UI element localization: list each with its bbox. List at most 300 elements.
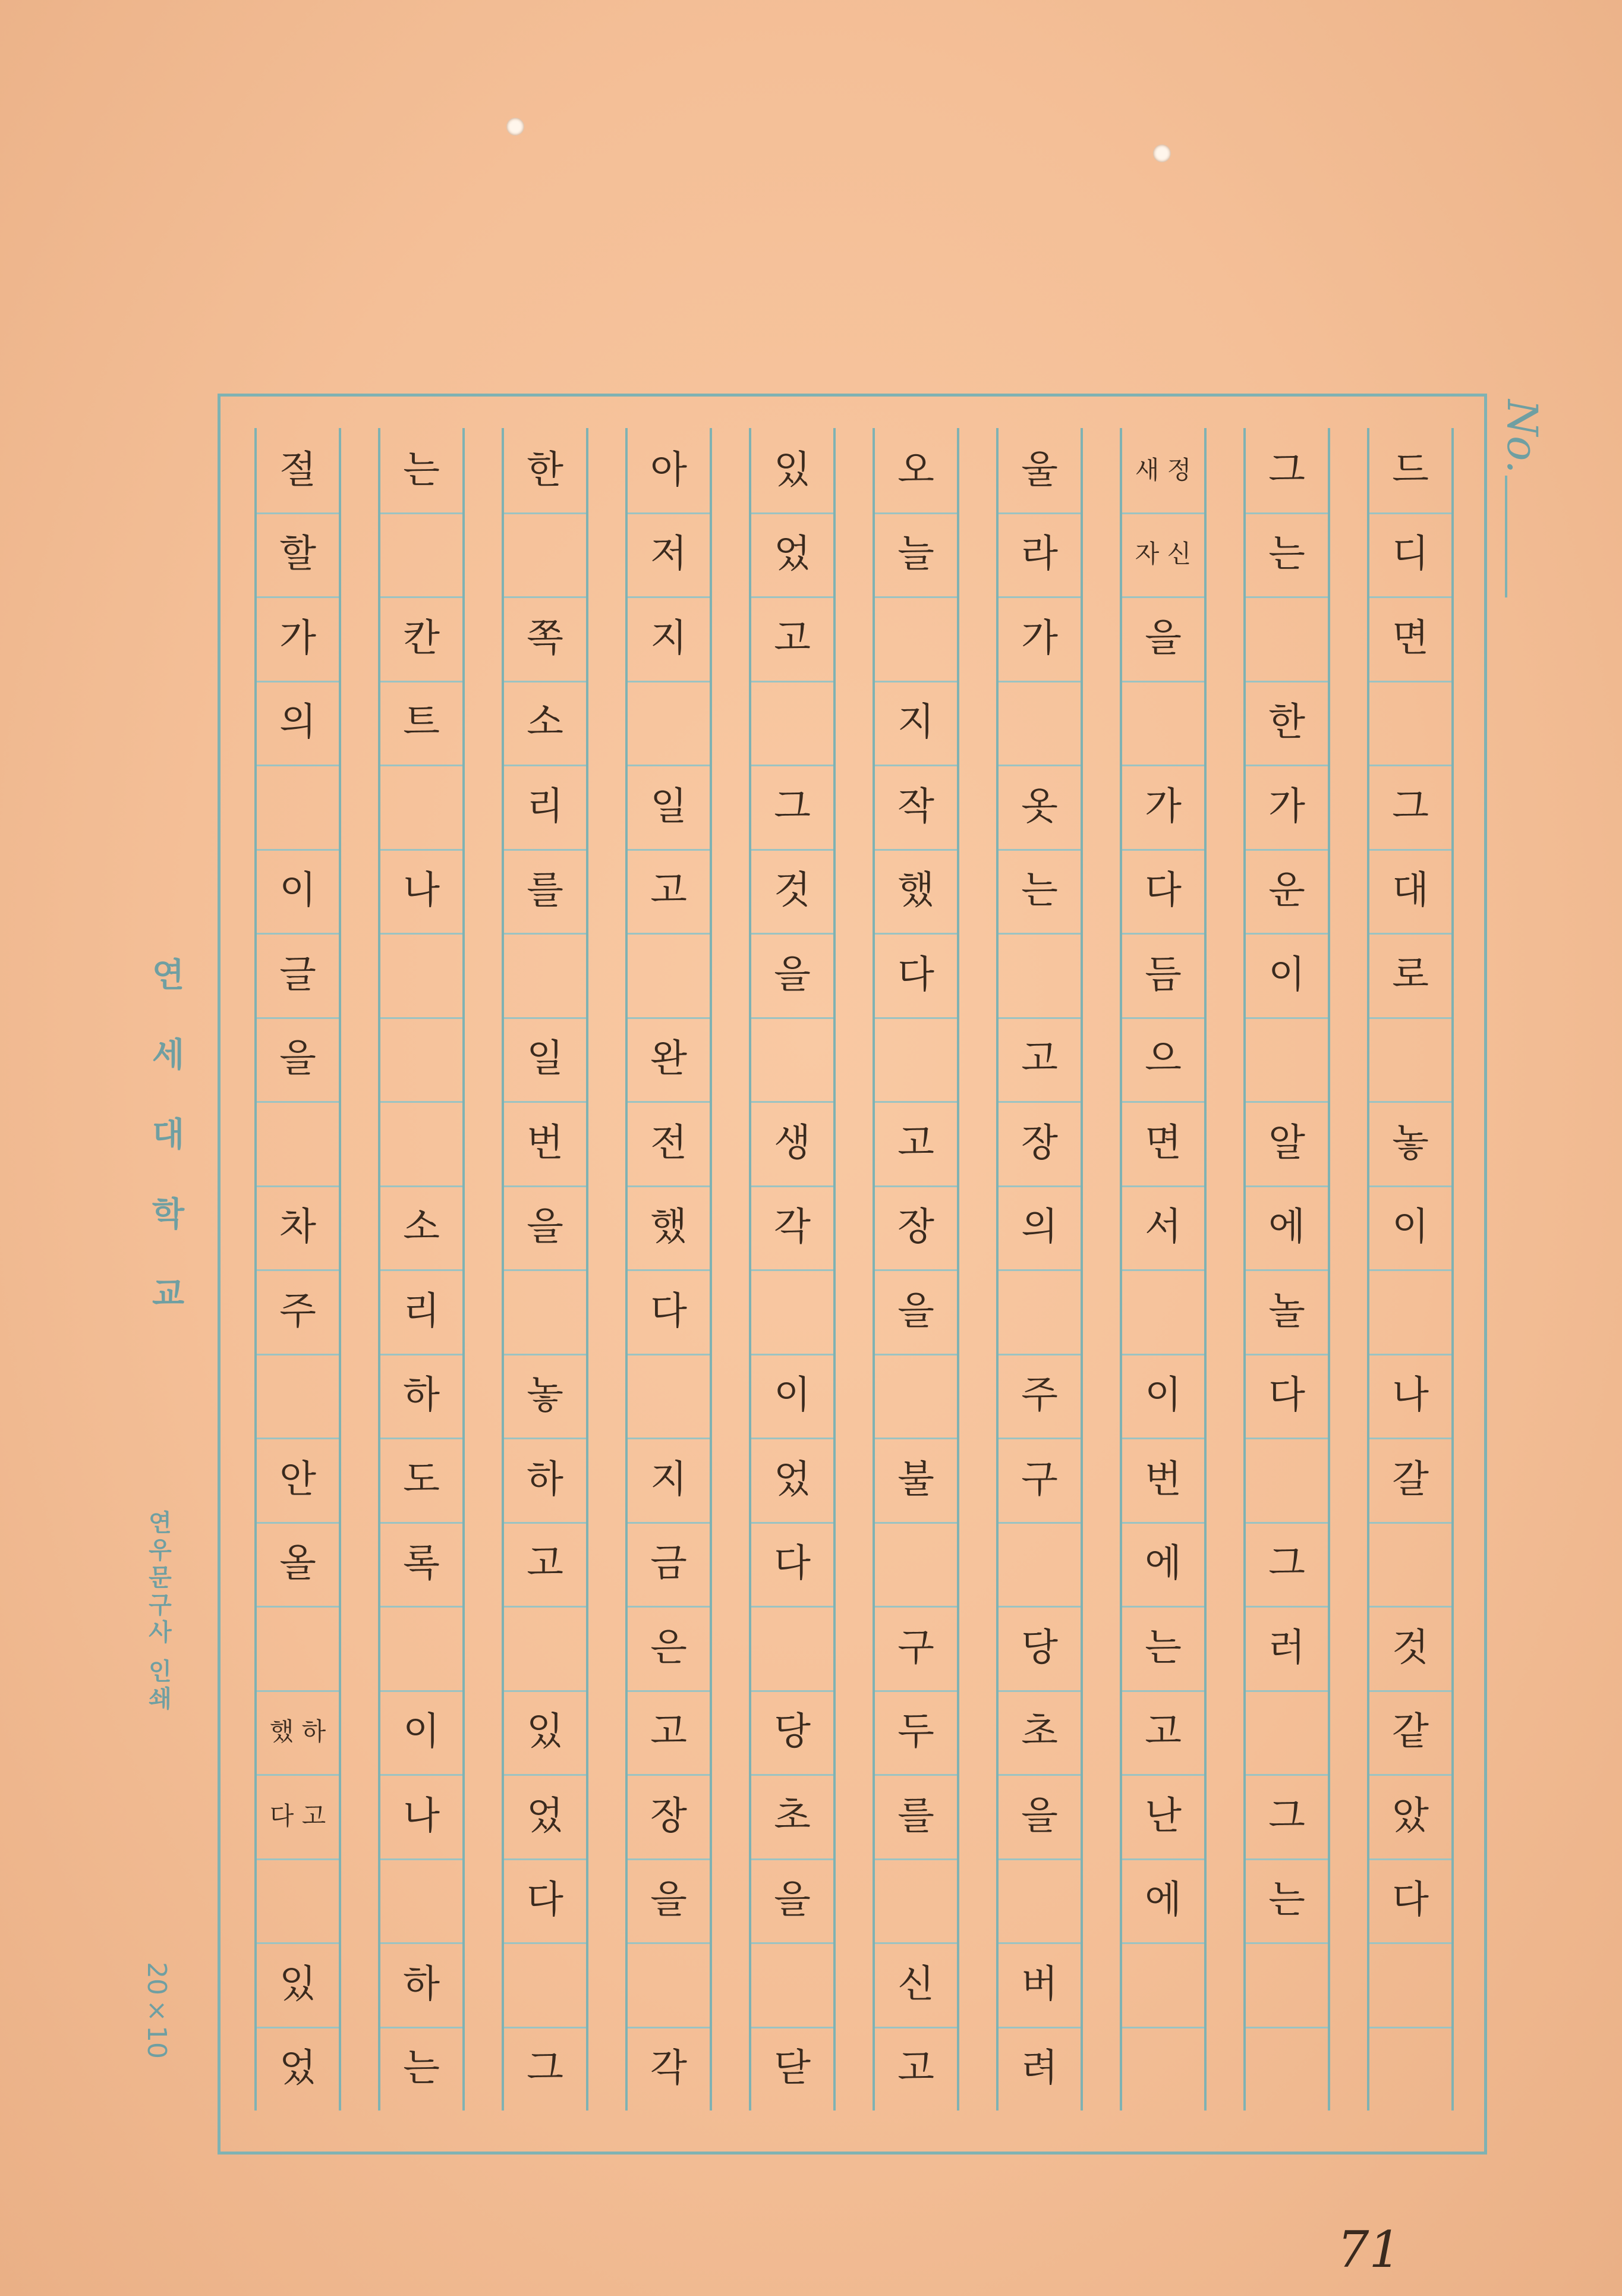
manuscript-character: 장 [650,1794,687,1838]
cell-divider [875,2027,957,2028]
manuscript-character: 려 [1021,2046,1058,2091]
manuscript-character: 다 [1392,1878,1429,1923]
manuscript-character: 두 [897,1710,934,1754]
cell-divider [1246,1606,1328,1608]
manuscript-column [378,428,465,2111]
cell-divider [380,1101,462,1103]
manuscript-character: 전 [650,1121,687,1165]
cell-divider [1369,1690,1451,1692]
cell-divider [257,765,339,766]
manuscript-character: 는 [1145,1625,1182,1670]
manuscript-character: 장 [1021,1121,1058,1165]
cell-divider [875,1269,957,1271]
cell-divider [1369,1774,1451,1776]
cell-divider [628,1774,710,1776]
cell-divider [999,1774,1081,1776]
manuscript-character: 다 [1268,1373,1305,1418]
manuscript-character: 었 [279,2046,316,2091]
cell-divider [875,1774,957,1776]
manuscript-character: 고 [1145,1710,1182,1754]
cell-divider [1246,1942,1328,1944]
cell-divider [257,1774,339,1776]
manuscript-character: 이 [279,869,316,913]
manuscript-character: 주 [279,1289,316,1333]
manuscript-character: 그 [1268,1542,1305,1586]
cell-divider [380,1606,462,1608]
manuscript-character: 다 [650,1289,687,1333]
cell-divider [875,1438,957,1439]
manuscript-character: 글 [279,952,316,997]
manuscript-character: 구 [1021,1457,1058,1502]
cell-divider [1122,596,1204,598]
manuscript-character: 오 [897,448,934,492]
cell-divider [380,681,462,682]
cell-divider [504,1858,586,1860]
manuscript-character: 번 [527,1121,563,1165]
cell-divider [875,1858,957,1860]
cell-divider [380,1438,462,1439]
cell-divider [875,1185,957,1187]
cell-divider [380,1185,462,1187]
manuscript-character: 고 [774,616,811,661]
manuscript-character: 를 [897,1794,934,1838]
cell-divider [999,1690,1081,1692]
cell-divider [380,512,462,514]
manuscript-character: 할 [279,532,316,577]
cell-divider [1246,1017,1328,1019]
cell-divider [1122,1101,1204,1103]
cell-divider [875,681,957,682]
cell-divider [504,765,586,766]
manuscript-column [873,428,959,2111]
cell-divider [380,1354,462,1355]
manuscript-column [625,428,712,2111]
cell-divider [751,765,833,766]
cell-divider [504,1522,586,1524]
cell-divider [875,933,957,935]
cell-divider [504,1606,586,1608]
manuscript-character: 를 [527,869,563,913]
manuscript-character: 드 [1392,448,1429,492]
cell-divider [257,1101,339,1103]
cell-divider [875,596,957,598]
cell-divider [1122,1269,1204,1271]
manuscript-character: 하 [527,1457,563,1502]
manuscript-character: 저 [650,532,687,577]
manuscript-character: 놓 [527,1373,563,1418]
cell-divider [628,1942,710,1944]
cell-divider [1246,1438,1328,1439]
manuscript-character: 을 [897,1289,934,1333]
paper-size: 20×10 [141,1962,172,2059]
manuscript-character: 있 [527,1710,563,1754]
cell-divider [257,1438,339,1439]
manuscript-character: 차 [279,1205,316,1250]
cell-divider [628,1858,710,1860]
cell-divider [257,1522,339,1524]
cell-divider [1369,933,1451,935]
manuscript-character: 다 고 [269,1801,326,1830]
manuscript-character: 지 [650,616,687,661]
cell-divider [257,849,339,851]
cell-divider [380,1774,462,1776]
manuscript-column [254,428,341,2111]
cell-divider [751,1858,833,1860]
cell-divider [380,765,462,766]
cell-divider [751,1522,833,1524]
manuscript-column [749,428,836,2111]
manuscript-character: 고 [897,2046,934,2091]
cell-divider [1246,1101,1328,1103]
cell-divider [1122,1017,1204,1019]
cell-divider [751,596,833,598]
manuscript-character: 일 [650,784,687,829]
manuscript-character: 도 [403,1457,440,1502]
cell-divider [1369,765,1451,766]
manuscript-character: 었 [774,532,811,577]
cell-divider [1122,1942,1204,1944]
manuscript-character: 작 [897,784,934,829]
manuscript-character: 고 [897,1121,934,1165]
manuscript-character: 하 [403,1373,440,1418]
cell-divider [751,1942,833,1944]
cell-divider [751,849,833,851]
cell-divider [1122,1606,1204,1608]
manuscript-character: 칸 [403,616,440,661]
manuscript-character: 이 [774,1373,811,1418]
manuscript-character: 듬 [1145,952,1182,997]
university-name: 연세대학교 [146,957,185,1355]
cell-divider [751,1690,833,1692]
cell-divider [999,1606,1081,1608]
manuscript-character: 을 [527,1205,563,1250]
cell-divider [999,2027,1081,2028]
cell-divider [999,1858,1081,1860]
manuscript-character: 는 [403,448,440,492]
manuscript-character: 주 [1021,1373,1058,1418]
manuscript-character: 알 [1268,1121,1305,1165]
cell-divider [999,1101,1081,1103]
manuscript-character: 이 [1268,952,1305,997]
manuscript-character: 완 [650,1037,687,1081]
cell-divider [1246,681,1328,682]
manuscript-character: 하 [403,1962,440,2006]
cell-divider [875,1522,957,1524]
manuscript-character: 러 [1268,1625,1305,1670]
manuscript-character: 자 신 [1135,539,1192,569]
manuscript-character: 다 [527,1878,563,1923]
cell-divider [504,1774,586,1776]
manuscript-character: 불 [897,1457,934,1502]
manuscript-character: 다 [897,952,934,997]
cell-divider [1246,1690,1328,1692]
cell-divider [1246,1354,1328,1355]
cell-divider [1122,849,1204,851]
cell-divider [504,1438,586,1439]
manuscript-character: 금 [650,1542,687,1586]
cell-divider [504,1690,586,1692]
cell-divider [1369,1438,1451,1439]
cell-divider [504,1017,586,1019]
manuscript-character: 이 [1392,1205,1429,1250]
cell-divider [504,1269,586,1271]
cell-divider [1369,1269,1451,1271]
manuscript-character: 을 [774,952,811,997]
manuscript-character: 라 [1021,532,1058,577]
cell-divider [875,1942,957,1944]
cell-divider [257,933,339,935]
cell-divider [257,1185,339,1187]
manuscript-character: 소 [403,1205,440,1250]
no-line [1505,476,1507,597]
cell-divider [1122,1858,1204,1860]
cell-divider [1369,596,1451,598]
manuscript-character: 올 [279,1542,316,1586]
cell-divider [1369,1017,1451,1019]
cell-divider [999,765,1081,766]
cell-divider [628,512,710,514]
manuscript-character: 했 하 [269,1717,326,1747]
manuscript-character: 을 [774,1878,811,1923]
manuscript-character: 으 [1145,1037,1182,1081]
manuscript-character: 난 [1145,1794,1182,1838]
manuscript-character: 는 [1268,1878,1305,1923]
cell-divider [1122,765,1204,766]
manuscript-character: 장 [897,1205,934,1250]
cell-divider [1122,2027,1204,2028]
cell-divider [999,1438,1081,1439]
cell-divider [380,1690,462,1692]
manuscript-character: 나 [403,869,440,913]
cell-divider [504,1101,586,1103]
cell-divider [875,1017,957,1019]
manuscript-character: 을 [279,1037,316,1081]
cell-divider [1122,1774,1204,1776]
manuscript-character: 했 [897,869,934,913]
binder-hole-left [506,118,524,136]
cell-divider [1369,2027,1451,2028]
manuscript-character: 갈 [1392,1457,1429,1502]
cell-divider [380,2027,462,2028]
cell-divider [999,1185,1081,1187]
manuscript-character: 가 [1145,784,1182,829]
manuscript-character: 놀 [1268,1289,1305,1333]
cell-divider [1122,512,1204,514]
manuscript-character: 당 [1021,1625,1058,1670]
cell-divider [1122,1522,1204,1524]
manuscript-character: 의 [279,700,316,745]
cell-divider [1369,512,1451,514]
manuscript-character: 의 [1021,1205,1058,1250]
manuscript-character: 늘 [897,532,934,577]
cell-divider [999,1017,1081,1019]
cell-divider [999,849,1081,851]
cell-divider [380,1522,462,1524]
cell-divider [628,1185,710,1187]
cell-divider [380,1269,462,1271]
cell-divider [1369,1185,1451,1187]
manuscript-character: 한 [527,448,563,492]
cell-divider [751,1101,833,1103]
manuscript-character: 있 [279,1962,316,2006]
manuscript-character: 그 [527,2046,563,2091]
cell-divider [1246,1185,1328,1187]
manuscript-character: 에 [1268,1205,1305,1250]
cell-divider [628,1269,710,1271]
manuscript-character: 에 [1145,1542,1182,1586]
cell-divider [751,1185,833,1187]
manuscript-character: 트 [403,700,440,745]
cell-divider [257,1354,339,1355]
cell-divider [1246,1774,1328,1776]
cell-divider [1369,681,1451,682]
cell-divider [628,765,710,766]
cell-divider [1122,1690,1204,1692]
cell-divider [504,1942,586,1944]
cell-divider [1246,2027,1328,2028]
manuscript-character: 일 [527,1037,563,1081]
cell-divider [875,1606,957,1608]
manuscript-character: 디 [1392,532,1429,577]
cell-divider [628,1438,710,1439]
cell-divider [504,1354,586,1355]
cell-divider [504,1185,586,1187]
cell-divider [751,1606,833,1608]
manuscript-column [502,428,588,2111]
manuscript-column [1243,428,1330,2111]
manuscript-character: 같 [1392,1710,1429,1754]
cell-divider [751,681,833,682]
cell-divider [628,1354,710,1355]
cell-divider [504,681,586,682]
cell-divider [999,1269,1081,1271]
cell-divider [257,1690,339,1692]
cell-divider [628,1522,710,1524]
cell-divider [628,1101,710,1103]
cell-divider [875,849,957,851]
manuscript-character: 안 [279,1457,316,1502]
manuscript-character: 가 [279,616,316,661]
manuscript-character: 서 [1145,1205,1182,1250]
manuscript-column [1367,428,1454,2111]
cell-divider [504,2027,586,2028]
cell-divider [751,933,833,935]
manuscript-character: 에 [1145,1878,1182,1923]
cell-divider [751,1438,833,1439]
manuscript-character: 신 [897,1962,934,2006]
manuscript-character: 한 [1268,700,1305,745]
cell-divider [1246,1522,1328,1524]
no-label: No. [1498,400,1547,474]
manuscript-character: 나 [1392,1373,1429,1418]
manuscript-character: 는 [403,2046,440,2091]
cell-divider [1122,1354,1204,1355]
cell-divider [875,1354,957,1355]
cell-divider [504,849,586,851]
manuscript-character: 당 [774,1710,811,1754]
manuscript-character: 을 [650,1878,687,1923]
manuscript-character: 그 [1268,448,1305,492]
cell-divider [628,1690,710,1692]
cell-divider [1246,1858,1328,1860]
manuscript-character: 고 [527,1542,563,1586]
cell-divider [751,1354,833,1355]
cell-divider [1369,1606,1451,1608]
cell-divider [875,1101,957,1103]
cell-divider [257,1942,339,1944]
manuscript-character: 소 [527,700,563,745]
cell-divider [751,1269,833,1271]
manuscript-character: 대 [1392,869,1429,913]
cell-divider [257,1606,339,1608]
printer-name: 연우문구사 인쇄 [144,1510,172,1713]
manuscript-character: 록 [403,1542,440,1586]
cell-divider [380,1942,462,1944]
manuscript-character: 고 [650,1710,687,1754]
cell-divider [1246,512,1328,514]
cell-divider [628,681,710,682]
manuscript-character: 각 [774,1205,811,1250]
manuscript-character: 생 [774,1121,811,1165]
cell-divider [1246,1269,1328,1271]
cell-divider [999,681,1081,682]
manuscript-character: 을 [1021,1794,1058,1838]
cell-divider [1369,1101,1451,1103]
cell-divider [257,1017,339,1019]
cell-divider [1369,849,1451,851]
manuscript-character: 울 [1021,448,1058,492]
manuscript-grid [254,428,1449,2111]
manuscript-character: 는 [1021,869,1058,913]
cell-divider [1369,1858,1451,1860]
cell-divider [628,933,710,935]
cell-divider [257,1269,339,1271]
cell-divider [999,512,1081,514]
cell-divider [999,596,1081,598]
manuscript-character: 었 [527,1794,563,1838]
manuscript-character: 이 [403,1710,440,1754]
cell-divider [999,933,1081,935]
manuscript-character: 번 [1145,1457,1182,1502]
manuscript-character: 지 [897,700,934,745]
manuscript-character: 쪽 [527,616,563,661]
cell-divider [875,1690,957,1692]
manuscript-character: 버 [1021,1962,1058,2006]
cell-divider [1369,1522,1451,1524]
cell-divider [504,933,586,935]
cell-divider [504,596,586,598]
manuscript-character: 은 [650,1625,687,1670]
manuscript-character: 이 [1145,1373,1182,1418]
manuscript-character: 닫 [774,2046,811,2091]
cell-divider [257,512,339,514]
cell-divider [380,849,462,851]
cell-divider [1246,849,1328,851]
cell-divider [257,1858,339,1860]
cell-divider [628,2027,710,2028]
cell-divider [380,596,462,598]
manuscript-character: 고 [1021,1037,1058,1081]
manuscript-character: 가 [1268,784,1305,829]
cell-divider [257,681,339,682]
manuscript-character: 다 [774,1542,811,1586]
manuscript-character: 있 [774,448,811,492]
cell-divider [1122,681,1204,682]
cell-divider [1246,933,1328,935]
manuscript-character: 놓 [1392,1121,1429,1165]
manuscript-character: 그 [1268,1794,1305,1838]
manuscript-character: 리 [527,784,563,829]
